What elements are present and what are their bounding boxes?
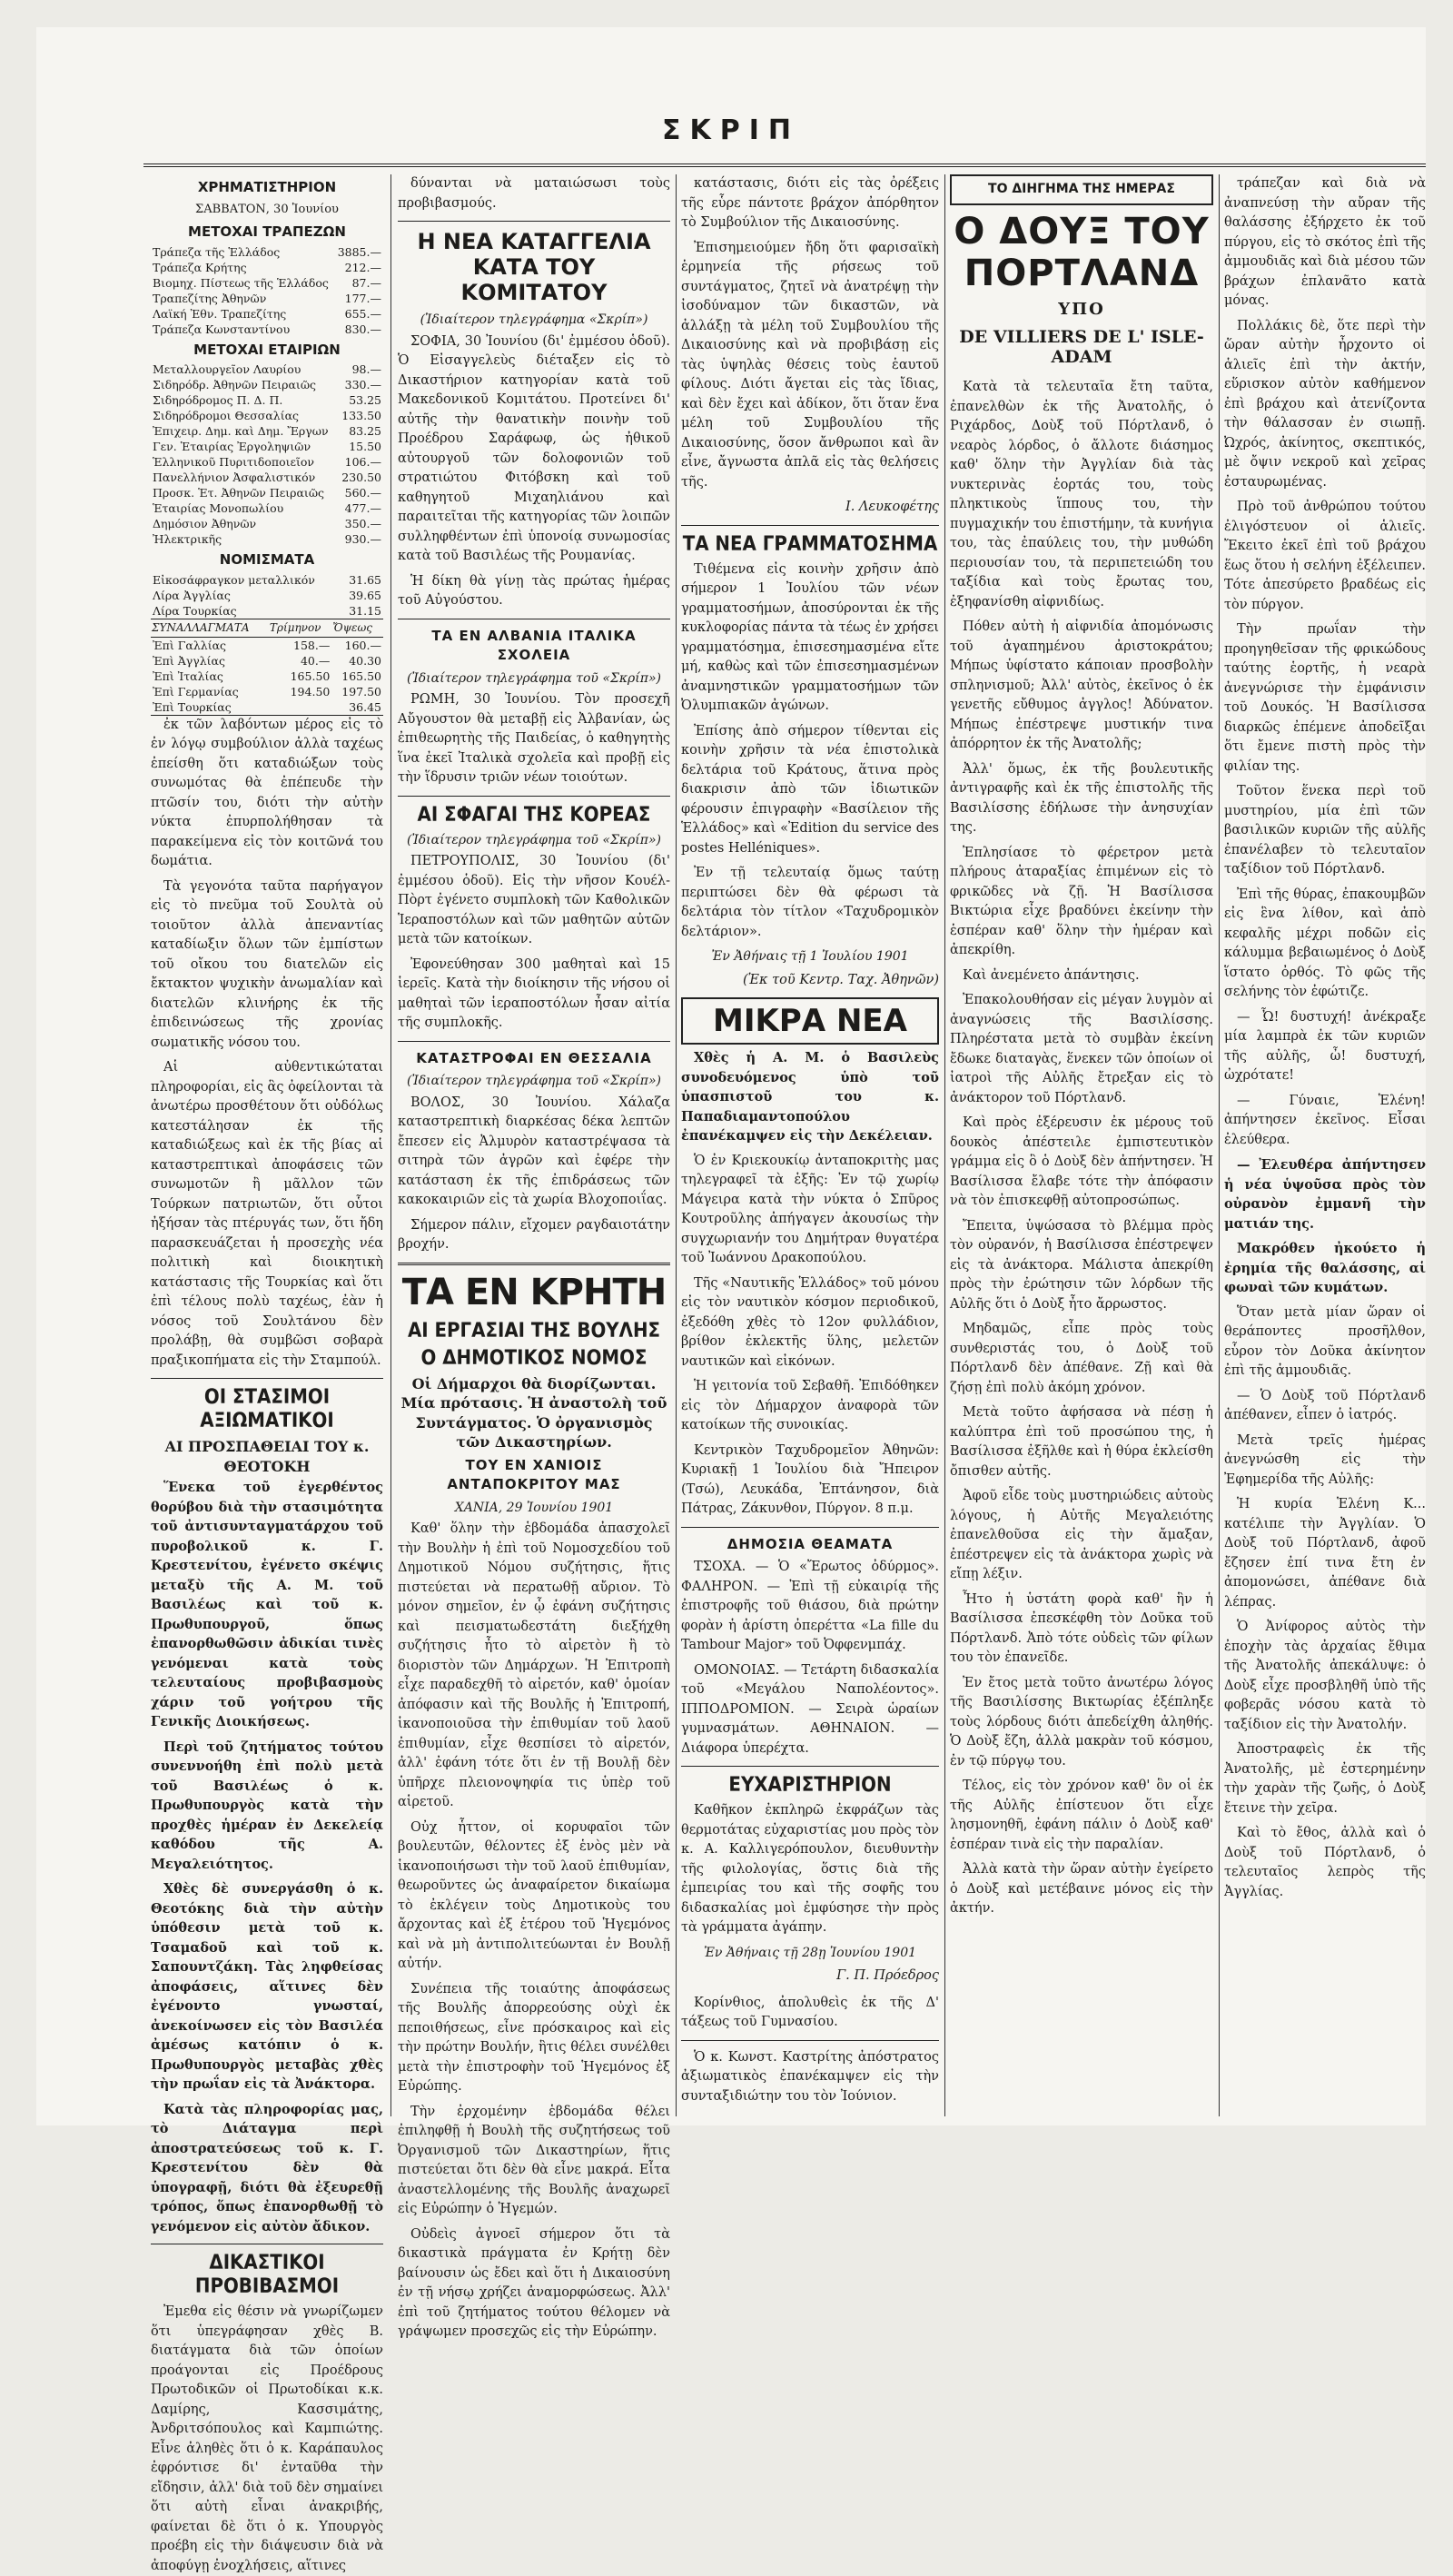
paragraph: Ἐφονεύθησαν 300 μαθηταὶ καὶ 15 ἱερεῖς. Κατὰ τὴν διοίκησιν τῆς νήσου οἱ μαθηταὶ τῶν ἱεραποστόλων ἦσαν αἰτία τῆς συμπλοκῆς. (398, 956, 670, 1030)
companies-title: ΜΕΤΟΧΑΙ ΕΤΑΙΡΙΩΝ (193, 341, 341, 358)
fx-item-value: 197.50 (341, 684, 381, 698)
market-item-value: 477.— (344, 501, 381, 515)
fx-row (151, 669, 383, 684)
market-row (151, 362, 383, 377)
paragraph: Κεντρικὸν Ταχυδρομεῖον Ἀθηνῶν: Κυριακῇ 1 Ἰουλίου διὰ Ἤπειρον (Τσώ), Λευκάδα, Ἐπτάνησον, διὰ Πάτρας, Ζάκυνθον, Πύργον. 8 π.μ. (681, 1442, 939, 1516)
headline: ΜΙΚΡΑ ΝΕΑ (681, 997, 939, 1045)
market-row (151, 322, 383, 337)
fx-item-value: 40.30 (349, 653, 381, 668)
divider (398, 796, 670, 797)
market-title: ΧΡΗΜΑΤΙΣΤΗΡΙΟΝ (197, 179, 337, 195)
market-row (151, 291, 383, 306)
subheadline: ΑΙ ΠΡΟΣΠΑΘΕΙΑΙ ΤΟΥ κ. ΘΕΟΤΟΚΗ (164, 1438, 370, 1475)
market-item-value: 106.— (344, 455, 381, 469)
dateline: (Ἰδιαίτερον τηλεγράφημα τοῦ «Σκρίπ») (407, 832, 661, 847)
paragraph: Μετὰ τρεῖς ἡμέρας ἀνεγνώσθη εἰς τὴν Ἐφημερίδα τῆς Αὐλῆς: (1224, 1432, 1426, 1487)
paragraph: Πρὸ τοῦ ἀνθρώπου τούτου ἐλιγόστευον οἱ ἁλιεῖς. Ἔκειτο ἐκεῖ ἐπὶ τοῦ βράχου ἕως ὅτου ἡ σελήνη ἐξέλειπεν. Τότε ἀπεσύρετο βραδέως εἰς τὸν πύργον. (1224, 500, 1426, 612)
market-row (151, 275, 383, 291)
paragraph: Συνέπεια τῆς τοιαύτης ἀποφάσεως τῆς Βουλῆς ἀπορρεούσης οὐχὶ ἐκ πεποιθήσεως, εἶνε πρόσκαιρος καὶ εἰς τὴν πρώτην Βουλήν, ἣτις θέλει συνέλθει μετὰ τὴν ἐπιστροφὴν τοῦ Ἡγεμόνος ἐξ Εὐρώπης. (398, 1981, 670, 2094)
market-item-name: Τράπεζα Κωνσταντίνου (153, 322, 291, 336)
headline: Ο ΔΗΜΟΤΙΚΟΣ ΝΟΜΟΣ (420, 1346, 647, 1370)
paragraph: Κατὰ τὰ τελευταῖα ἔτη ταῦτα, ἐπανελθὼν ἐκ τῆς Ἀνατολῆς, ὁ Ριχάρδος, Δοὺξ τοῦ Πόρτλανδ, ὁ νεαρὸς λόρδος, ὁ ἄλλοτε διάσημος καθ' ὅλην τὴν Ἀγγλίαν διὰ τὰς νυκτερινὰς ἑορτάς του, τοὺς πληκτικοὺς ἵππους του, τὴν πυγμαχικήν του ἐπιστήμην, τὰ κυνήγια του, τὰς ἐπαύλεις του, τὴν μυθώδη περιουσίαν του, τὰ περιπετειώδη του ταξίδια καὶ τοὺς ἔρωτας του, ἐξηφανίσθη αἰφνιδίως. (950, 380, 1213, 609)
paragraph: Τιθέμενα εἰς κοινὴν χρῆσιν ἀπὸ σήμερον 1 Ἰουλίου τῶν νέων γραμματοσήμων, ἀποσύρονται ἐκ τῆς κυκλοφορίας πάντα τὰ τέως ἐν χρήσει γραμματόσημα, ἐπισεσημασμένα εἴτε μή, καθὼς καὶ τῶν ἐπισεσημασμένων ἀναμνηστικῶν γραμματοσήμων τῶν Ὀλυμπιακῶν ἀγώνων. (681, 561, 939, 713)
market-item-name: Ἑταιρίας Μονοπωλίου (153, 501, 284, 515)
market-row (151, 485, 383, 500)
market-item-value: 15.50 (349, 440, 381, 453)
paragraph: Ἐπισημειούμεν ἤδη ὅτι φαρισαϊκὴ ἑρμηνεία τῆς ρήσεως τοῦ συντάγματος, ζητεῖ νὰ ἀνατρέψῃ τὴν ἰσοδύναμον τῶν δικαστῶν, νὰ ἀλλάξῃ τὰ μέλη τοῦ Συμβουλίου τῆς Δικαιοσύνης καὶ νὰ προβιβάσῃ εἰς τὰς ὑψηλὰς θέσεις τοὺς ἑαυτοῦ φίλους. Διότι ἄγεται εἰς τὰς ἴδιας, καὶ δὲν ἔχει καὶ ἀδίκον, ὅτι ὅταν ἕνα μέλη τοῦ Συμβουλίου τῆς Δικαιοσύνης, ὅσον ἄνθρωποι καὶ ἂν εἶνε, ἄγνωστα ἀπλᾶ εἰς τὰς θελήσεις τῆς. (681, 240, 939, 490)
quote: — Ἐλευθέρα ἀπήντησεν ἡ νέα ὑψοῦσα πρὸς τὸν οὐρανὸν ἐμμανῆ τὴν ματιάν της. (1224, 1157, 1426, 1232)
paragraph: Καὶ πρὸς ἐξέρευσιν ἐκ μέρους τοῦ δουκὸς ἀπέστειλε ἐμπιστευτικὸν γράμμα εἰς ὃ ὁ Δοὺξ δὲν ἀπήντησεν. Ἡ Βασίλισσα ἔλαβε τότε τὴν ἀπόφασιν νὰ τὸν ἐπισκεφθῇ αὐτοπροσώπως. (950, 1115, 1213, 1208)
fx-item-value (269, 699, 331, 716)
paragraph: Ἦτο ἡ ὑστάτη φορὰ καθ' ἣν ἡ Βασίλισσα ἐπεσκέφθη τὸν Δοῦκα τοῦ Πόρτλανδ. Ἀπὸ τότε οὐδεὶς τῶν φίλων του τὸν ἐπανεῖδε. (950, 1591, 1213, 1665)
paragraph: Ἐπακολουθήσαν εἰς μέγαν λυγμὸν αἱ ἀναγνώσεις τῆς Βασιλίσσης. Πληρέστατα μετὰ τὸ συμβὰν ἐκείνη ἔδωκε διαταγὰς, ἕνεκεν τῶν ὁποίων οἱ ἰατροὶ τῆς Αὐλῆς ἔτρεξαν εἰς τὸ ἀνάκτορον τοῦ Πόρτλανδ. (950, 993, 1213, 1105)
divider (681, 525, 939, 526)
market-item-value: 212.— (344, 260, 381, 274)
headline: ΤΑ ΕΝ ΚΡΗΤΗ (401, 1271, 667, 1313)
headline: ΤΑ ΝΕΑ ΓΡΑΜΜΑΤΟΣΗΜΑ (682, 532, 938, 556)
paragraph: Μετὰ τοῦτο ἀφήσασα νὰ πέσῃ ἡ καλύπτρα ἐπὶ τοῦ προσώπου της, ἡ Βασίλισσα ἐξῆλθε καὶ ἡ θύρα ἐκλείσθη ὄπισθεν αὐτῆς. (950, 1405, 1213, 1479)
byline: ΥΠΟ (1058, 299, 1105, 319)
section-kicker: ΤΟ ΔΙΗΓΗΜΑ ΤΗΣ ΗΜΕΡΑΣ (950, 174, 1213, 205)
paragraph: Τὴν ἐρχομένην ἑβδομάδα θέλει ἐπιληφθῇ ἡ Βουλὴ τῆς συζητήσεως τοῦ Ὀργανισμοῦ τῶν Δικαστηρίων, ἥτις πιστεύεται ὅτι δὲν θὰ εἶνε μακρά. Εἶτα ἀναστελλομένης τῆς Βουλῆς ἀναχωρεῖ εἰς Εὐρώπην ὁ Ἡγεμών. (398, 2104, 670, 2216)
fx-row (151, 637, 383, 653)
paragraph: Χθὲς δὲ συνεργάσθη ὁ κ. Θεοτόκης διὰ τὴν αὐτὴν ὑπόθεσιν μετὰ τοῦ κ. Τσαμαδοῦ καὶ τοῦ κ. Σαπουντζάκη. Τὰς ληφθείσας ἀποφάσεις, αἵτινες δὲν ἐγένοντο γνωσταί, ἀνεκοίνωσεν εἰς τὸν Βασιλέα ἀμέσως κατόπιν ὁ κ. Πρωθυπουργὸς μεταβὰς χθὲς τὴν πρωΐαν εἰς τὰ Ἀνάκτορα. (151, 1881, 383, 2092)
paragraph: τράπεζαν καὶ διὰ νὰ ἀναπνεύσῃ τὴν αὔραν τῆς θαλάσσης ἐξήρχετο ἐκ τοῦ πύργου, εἰς τὸ σκότος ἐπὶ τῆς ἀμμουδιᾶς καὶ διὰ μέσου τῶν βράχων ἐπλανᾶτο κατὰ μόνας. (1224, 176, 1426, 308)
market-item-name: Λίρα Τουρκίας (153, 603, 237, 618)
masthead (36, 109, 1426, 163)
paragraph: Ἐμεθα εἰς θέσιν νὰ γνωρίζωμεν ὅτι ὑπεγράφησαν χθὲς Β. διατάγματα διὰ τῶν ὁποίων προάγονται εἰς Προέδρους Πρωτοδικῶν οἱ Πρωτοδίκαι κ.κ. Δαμίρης, Κασσιμάτης, Ἀνδριτσόπουλος καὶ Καμπιώτης. Εἶνε ἀληθὲς ὅτι ὁ κ. Καράπαυλος ἐφρόντισε δι' ἐνταῦθα τὴν εἴδησιν, ἀλλ' διὰ τοῦ δὲν σημαίνει ὅτι αὐτὴ εἶναι ἀνακριβής, φαίνεται δὲ ὅτι ὁ κ. Υπουργὸς προέβη εἰς τὴν διάψευσιν διὰ νὰ ἀποφύγῃ ἐνοχλήσεις, αἵτινες (151, 2304, 383, 2573)
fx-title: ΣΥΝΑΛΛΑΓΜΑΤΑ (151, 619, 269, 637)
fx-item-name: Ἐπὶ Τουρκίας (153, 699, 232, 714)
paragraph: ΣΟΦΙΑ, 30 Ἰουνίου (δι' ἐμμέσου ὁδοῦ). Ὁ Εἰσαγγελεὺς διέταξεν εἰς τὸ Δικαστήριον κατηγορίαν κατὰ τοῦ Μακεδονικοῦ Κομιτάτου. Πρoτείνει δι' αὐτῆς τὴν θανατικὴν ποινὴν τοῦ Προέδρου Σαράφωφ, ὡς ἠθικοῦ αὐτουργοῦ τῶν δολοφονιῶν τοῦ στρατιώτου Φιτόβσκη καὶ τοῦ καθηγητοῦ Μιχαηλιάνου καὶ παραιτεῖται τῆς κατηγορίας τῶν λοιπῶν συλληφθέντων ἐπὶ ὑπονοίᾳ συνωμοσίας κατὰ τοῦ Βασιλέως τῆς Ρουμανίας. (398, 333, 670, 563)
fx-item-value: 165.50 (290, 669, 331, 683)
signature: (Ἐκ τοῦ Κεντρ. Ταχ. Ἀθηνῶν) (743, 972, 939, 987)
market-row (151, 454, 383, 470)
signature: Ι. Λευκοφέτης (845, 500, 939, 514)
paragraph: ΒΟΛΟΣ, 30 Ἰουνίου. Χάλαζα καταστρεπτικὴ διαρκέσας δέκα λεπτῶν ἔπεσεν εἰς Ἀλμυρὸν καταστρέψασα τὰ σιτηρὰ τῶν ἀγρῶν καὶ ἐφέρε τὴν κατάσταση ἐκ τῆς ἐπιδράσεως τῶν κακοκαιριῶν εἰς τὰ χωρία Βλοχοποιΐας. (398, 1095, 670, 1207)
headline: ΔΗΜΟΣΙΑ ΘΕΑΜΑΤΑ (726, 1535, 894, 1552)
market-row (151, 531, 383, 547)
paragraph: Ἀλλὰ κατὰ τὴν ὥραν αὐτὴν ἐγείρετο ὁ Δοὺξ καὶ μετέβαινε μόνος εἰς τὴν ἀκτήν. (950, 1862, 1213, 1916)
market-item-name: Πανελλήνιον Ἀσφαλιστικόν (153, 471, 316, 484)
paragraph: Τῆς «Ναυτικῆς Ἑλλάδος» τοῦ μόνου εἰς τὸν ναυτικὸν κόσμον περιοδικοῦ, ἐξεδόθη χθὲς τὸ 12ον φυλλάδιον, βρίθον ἐκλεκτῆς ὕλης, μελετῶν ναυτικῶν καὶ εἰκόνων. (681, 1275, 939, 1369)
headline: Η ΝΕΑ ΚΑΤΑΓΓΕΛΙΑ ΚΑΤΑ ΤΟΥ ΚΟΜΙΤΑΤΟΥ (417, 229, 651, 305)
market-row (151, 392, 383, 408)
divider (681, 1766, 939, 1767)
fx-table (151, 619, 383, 716)
fx-item-name: Ἐπὶ Γερμανίας (153, 684, 239, 698)
market-item-name: Γεν. Ἑταιρίας Ἐργοληψιῶν (153, 440, 311, 453)
dateline: (Ἰδιαίτερον τηλεγράφημα «Σκρίπ») (420, 312, 648, 327)
market-row (151, 572, 383, 588)
coins-title: ΝΟΜΙΣΜΑΤΑ (219, 551, 315, 568)
market-item-value: 98.— (351, 362, 381, 376)
paragraph: Ὁ ἐν Κριεκουκίῳ ἀνταποκριτὴς μας τηλεγραφεῖ τὰ ἑξῆς: Ἐν τῷ χωρίῳ Μάγειρα κατὰ τὴν νύκτα ὁ Σπῦρος Κουτροῦλης ἀπήγαγεν ἀκουσίως τὴν συγχωριανήν του Δημήτραν θυγατέρα τοῦ Ἰωάννου Δρακοπούλου. (681, 1153, 939, 1265)
quote: — Ὦ! δυστυχή! ἀνέκραξε μία λαμπρὰ ἐκ τῶν κυριῶν τῆς αὐλῆς, ὦ! δυστυχή, ὠχρότατε! (1224, 1009, 1426, 1083)
market-item-name: Ἠλεκτρικῆς (153, 532, 222, 546)
divider (681, 1527, 939, 1528)
subheadline: Οἱ Δήμαρχοι θὰ διορίζωνται. Μία πρότασις. Ἡ ἀναστολὴ τοῦ Συντάγματος. Ὁ ὀργανισμὸς τῶν Δικαστηρίων. (400, 1374, 667, 1451)
market-row (151, 408, 383, 423)
fx-item-name: Ἐπὶ Γαλλίας (153, 638, 227, 652)
column-rule (390, 174, 391, 2116)
paragraph: Τὴν πρωΐαν τὴν προηγηθεῖσαν τῆς φρικώδους ταύτης ἑορτῆς, ἡ νεαρὰ ἀνεγνώρισε τὴν ἐμφάνισιν τοῦ Δουκός. Ἡ Βασίλισσα διαρκῶς ἐπέμενε ἀποδεῖξαι ὅτι ἔμενε πιστὴ πρὸς τὴν φιλίαν της. (1224, 622, 1426, 774)
paragraph: Ὅταν μετὰ μίαν ὥραν οἱ θεράποντες προσῆλθον, εὗρον τὸν Δοῦκα ἀκίνητον ἐπὶ τῆς ἀμμουδιᾶς. (1224, 1304, 1426, 1378)
market-item-name: Προσκ. Ἑτ. Ἀθηνῶν Πειραιῶς (153, 486, 325, 500)
divider (681, 2040, 939, 2041)
fx-item-value: 40.— (300, 653, 331, 668)
market-item-name: Σιδηρόδρομος Π. Δ. Π. (153, 393, 283, 407)
paragraph: Ἡ κυρία Ἑλένη Κ... κατέλιπε τὴν Ἀγγλίαν. Ὁ Δοὺξ τοῦ Πόρτλανδ, ἀφοῦ ἔζησεν ἐπί τινα ἔτη ἐν ἀπομονώσει, ἀπέθανε διὰ λέπρας. (1224, 1497, 1426, 1610)
paragraph: Μηδαμῶς, εἶπε πρὸς τοὺς συνθεριστάς του, ὁ Δοὺξ τοῦ Πόρτλανδ δὲν ἀπέθανε. Ζῇ καὶ θὰ ζήσῃ ἐπὶ πολὺ ἀκόμη χρόνον. (950, 1322, 1213, 1395)
divider (398, 1041, 670, 1042)
fx-item-value: 158.— (293, 638, 331, 652)
divider (151, 1378, 383, 1379)
paragraph: Ὁ κ. Κωνστ. Καστρίτης ἀπόστρατος ἀξιωματικὸς ἐπανέκαμψεν εἰς τὴν συνταξιδιώτην του τὸν Ἰούνιον. (681, 2049, 939, 2104)
market-item-value: 560.— (344, 486, 381, 500)
paragraph: Αἱ αὐθεντικώταται πληροφορίαι, εἰς ἃς ὀφείλονται τὰ ἀνωτέρω προσθέτουν ὅτι οὐδόλως κατεστάλησαν ἐκ τῆς καταδιώξεως καὶ ἐκ τῆς βίας αἱ καταστρεπτικαὶ ἀποφάσεις τῶν συνωμοτῶν ἢ μᾶλλον τῶν Τούρκων πατριωτῶν, ὅτι οὗτοι ἠξήσαν τὰς πτέρυγάς των, ὅτι ἤδη παρασκευάζεται ἡ προσεχὴς νέα πολιτικὴ καὶ διοικητικὴ κατάστασις τῆς Τουρκίας καὶ ὅτι ἐπὶ τέλους πολὺ ταχέως, ἐὰν ἡ νόσος τοῦ Σουλτάνου δὲν προλάβῃ, θὰ συμβῶσι σοβαρὰ πραξικοπήματα εἰς τὴν Σταμπούλ. (151, 1060, 383, 1368)
paragraph: ΤΣΟΧΑ. — Ὁ «Ἔρωτος ὀδύρμος». ΦΑΛΗΡΟΝ. — Ἐπὶ τῇ εὐκαιρίᾳ τῆς ἐπιστροφῆς τοῦ θιάσου, διὰ πρώτην φορὰν ἡ ἀρίστη ὀπερέττα «La fille du Tambour Major» τοῦ Ὀφφενμπάχ. (681, 1560, 939, 1652)
market-row (151, 423, 383, 439)
column-4 (950, 174, 1213, 2116)
story-title: Ο ΔΟΥΞ ΤΟΥ ΠΟΡΤΛΑΝΔ (954, 210, 1210, 294)
column-rule (1219, 174, 1220, 2116)
headline: ΔΙΚΑΣΤΙΚΟΙ ΠΡΟΒΙΒΑΣΜΟΙ (194, 2252, 340, 2298)
paragraph: Ἡ γειτονία τοῦ Σεβαθῆ. Ἐπιδόθηκεν εἰς τὸν Δήμαρχον ἀναφορὰ τῶν κατοίκων τῆς συνοικίας. (681, 1379, 939, 1432)
market-item-value: 830.— (344, 322, 381, 336)
market-item-name: Βιομηχ. Πίστεως τῆς Ἑλλάδος (153, 275, 329, 290)
banks-table (151, 244, 383, 337)
market-item-name: Δημόσιον Ἀθηνῶν (153, 517, 257, 530)
market-item-value: 83.25 (349, 424, 381, 438)
fx-row (151, 699, 383, 716)
market-row (151, 588, 383, 603)
fx-item-name: Ἐπὶ Ἀγγλίας (153, 653, 225, 668)
headline: ΟΙ ΣΤΑΣΙΜΟΙ ΑΞΙΩΜΑΤΙΚΟΙ (200, 1386, 334, 1432)
market-row (151, 603, 383, 619)
paragraph: Ἐπίσης ἀπὸ σήμερον τίθενται εἰς κοινὴν χρῆσιν τὰ νέα ἐπιστολικὰ δελτάρια τοῦ Κράτους, ἅτινα πρὸς διακρισιν ἀπὸ τῶν ἰδιωτικῶν φέρουσιν ἐπιγραφὴν «Βασίλειον τῆς Ἑλλάδος» καὶ «Ἐdition du service des postes Helléniques». (681, 723, 939, 856)
paragraph: Κατὰ τὰς πληροφορίας μας, τὸ Διάταγμα περὶ ἀποστρατεύσεως τοῦ κ. Γ. Κρεστενίτου δὲν θὰ ὑπογραφῇ, διότι θὰ ἐξευρεθῇ τρόπος, ὅπως ἐπανορθωθῇ τὸ γενόμενον εἰς αὐτὸν ἄδικον. (151, 2101, 383, 2234)
fx-header: Τρίμηνον (269, 619, 331, 637)
paragraph: Ἐν τῇ τελευταίᾳ ὅμως ταύτῃ περιπτώσει δὲν θὰ φέρωσι τὰ δελτάρια τὸν τίτλον «Ταχυδρομικὸν δελτάριον». (681, 866, 939, 939)
market-row (151, 470, 383, 485)
market-item-value: 177.— (344, 291, 381, 305)
market-item-value: 3885.— (337, 244, 381, 259)
paragraph: Ἡ δίκη θὰ γίνῃ τὰς πρώτας ἡμέρας τοῦ Αὐγούστου. (398, 573, 670, 608)
market-date: ΣΑΒΒΑΤΟΝ, 30 Ἰουνίου (195, 202, 339, 216)
banks-title: ΜΕΤΟΧΑΙ ΤΡΑΠΕΖΩΝ (188, 223, 346, 240)
paragraph: Ἀλλ' ὅμως, ἐκ τῆς βουλευτικῆς ἀντιγραφῆς καὶ ἐκ τῆς ἐπιστολῆς τῆς Βασιλίσσης ἐδήλωσε τὴν ἀνησυχίαν της. (950, 761, 1213, 835)
market-row (151, 439, 383, 454)
market-item-value: 133.50 (341, 409, 381, 422)
market-row (151, 516, 383, 531)
dateline: (Ἰδιαίτερον τηλεγράφημα τοῦ «Σκρίπ») (407, 670, 661, 686)
market-row (151, 377, 383, 392)
author-name: DE VILLIERS DE L' ISLE-ADAM (959, 327, 1204, 367)
headline: ΕΥΧΑΡΙΣΤΗΡΙΟΝ (728, 1774, 892, 1797)
newspaper-title: ΣΚΡΙΠ (662, 114, 800, 146)
column-2 (398, 174, 670, 2339)
coins-table (151, 572, 383, 619)
headline: ΤΑ ΕΝ ΑΛΒΑΝΙΑ ΙΤΑΛΙΚΑ ΣΧΟΛΕΙΑ (431, 627, 637, 663)
market-item-name: Τραπεζίτης Ἀθηνῶν (153, 291, 267, 305)
divider (398, 1263, 670, 1265)
market-item-name: Λίρα Ἀγγλίας (153, 588, 231, 602)
market-row (151, 500, 383, 516)
market-item-value: 655.— (344, 306, 381, 321)
market-item-name: Λαϊκή Ἐθν. Τραπεζίτης (153, 306, 287, 321)
dateline: Ἐν Ἀθήναις τῇ 1 Ἰουλίου 1901 (711, 949, 909, 964)
dateline: Ἐν Ἀθήναις τῇ 28ῃ Ἰουνίου 1901 (703, 1945, 917, 1960)
paragraph: Ἐπλησίασε τὸ φέρετρον μετὰ πλήρους ἀταραξίας ἐπιμένων εἰς τὸ φρικῶδες νὰ ζῇ. Ἡ Βασίλισσα Βικτώρια εἶχε βραδύνει ἐκείνην τὴν ἑσπέραν καθ' ὅλην τὴν ἡμέραν καὶ ἀπεκρίθη. (950, 845, 1213, 957)
paragraph: Τὰ γεγονότα ταῦτα παρήγαγον εἰς τὸ πνεῦμα τοῦ Σουλτὰ οὐ τοιοῦτον ἀλλὰ ἀπεναντίας καταδίωξιν ὅλων τῶν ἐμπίστων τοῦ οἴκου του διατελῶν εἰς ἔκτακτον ψυχικὴν ἀνωμαλίαν καὶ διατελῶν κλινήρης ἐκ τῆς ἐπιδεινώσεως τῆς χρονίας σωματικῆς νόσου του. (151, 878, 383, 1050)
market-item-value: 87.— (351, 275, 381, 290)
market-item-name: Ἐπιχειρ. Δημ. καὶ Δημ. Ἔργων (153, 424, 329, 438)
market-row (151, 244, 383, 260)
paragraph: Ἀφοῦ εἶδε τοὺς μυστηριώδεις αὐτοὺς λόγους, ἡ Αὐτῆς Μεγαλειότης ἐπανελθοῦσα εἰς τὴν ἄμαξαν, ἐπέστρεψεν εἰς τὰ ἀνάκτορα χωρὶς νὰ εἴπῃ λέξιν. (950, 1489, 1213, 1581)
market-item-value: 53.25 (349, 393, 381, 407)
paragraph: κατάστασις, διότι εἰς τὰς ὀρέξεις τῆς εὗρε πάντοτε βράχον ἀπόρθητον τὸ Συμβούλιον τῆς Δικαιοσύνης. (681, 176, 939, 230)
paragraph: Πολλάκις δὲ, ὅτε περὶ τὴν ὥραν αὐτὴν ἦρχοντο οἱ ἁλιεῖς ἐπὶ τὴν ἀκτήν, εὕρισκον αὐτὸν καθήμενον ἐπὶ βράχου καὶ ἀτενίζοντα τὴν θάλασσαν ἐν σιωπῇ. Ὠχρός, ἀκίνητος, σκεπτικός, μὲ ὄψιν νεκροῦ καὶ χεῖρας ἐσταυρωμένας. (1224, 318, 1426, 490)
paragraph: Σήμερον πάλιν, εἴχομεν ραγδαιοτάτην βροχήν. (398, 1217, 670, 1252)
paragraph: Τοῦτον ἕνεκα περὶ τοῦ μυστηρίου, μία ἐπὶ τῶν βασιλικῶν κυριῶν τῆς αὐλῆς ἐπανέλαβεν τὸ τελευταῖον ταξίδιον τοῦ Πόρτλανδ. (1224, 784, 1426, 877)
paragraph: Οὐδεὶς ἀγνοεῖ σήμερον ὅτι τὰ δικαστικὰ πράγματα ἐν Κρήτῃ δὲν βαίνουσιν ὡς ἔδει καὶ ὅτι ἡ Δικαιοσύνη ἐν τῇ νήσῳ χρήζει ἀναμορφώσεως. Ἀλλ' ἐπὶ τοῦ ζητήματος τούτου θέλομεν νὰ γράψωμεν προσεχῶς εἰς τὴν Εὐρώπην. (398, 2226, 670, 2339)
market-item-value: 31.65 (349, 572, 381, 587)
paragraph: Καὶ τὸ ἔθος, ἀλλὰ καὶ ὁ Δοὺξ τοῦ Πόρτλανδ, ὁ τελευταῖος λεπρὸς τῆς Ἀγγλίας. (1224, 1826, 1426, 1899)
market-item-name: Σιδηρόδρομοι Θεσσαλίας (153, 409, 300, 422)
dateline: (Ἰδιαίτερον τηλεγράφημα τοῦ «Σκρίπ») (407, 1074, 661, 1088)
signature: Γ. Π. Πρόεδρος (836, 1968, 939, 1983)
paragraph: Μακρόθεν ἠκούετο ἡ ἐρημία τῆς θαλάσσης, αἱ φωναὶ τῶν κυμάτων. (1224, 1241, 1426, 1295)
divider (398, 221, 670, 222)
column-rule (676, 174, 677, 2116)
column-5 (1224, 174, 1426, 2116)
market-item-name: Τράπεζα τῆς Ἑλλάδος (153, 244, 281, 259)
paragraph: Κορίνθιος, ἀπολυθεὶς ἐκ τῆς Δ' τάξεως τοῦ Γυμνασίου. (681, 1995, 939, 2029)
market-item-name: Τράπεζα Κρήτης (153, 260, 247, 274)
market-item-name: Μεταλλουργεῖον Λαυρίου (153, 362, 301, 376)
market-item-value: 39.65 (349, 588, 381, 602)
paragraph: δύνανται νὰ ματαιώσωσι τοὺς προβιβασμούς. (398, 176, 670, 211)
market-row (151, 260, 383, 275)
paragraph: Ἀποστραφεὶς ἐκ τῆς Ἀνατολῆς, μὲ ἐστερημένην τὴν χαρὰν τῆς ζωῆς, ὁ Δοὺξ ἔτεινε τὴν χεῖρα. (1224, 1742, 1426, 1816)
fx-item-value: 194.50 (290, 684, 331, 698)
quote: — Γύναιε, Ἑλένη! ἀπήντησεν ἐκεῖνος. Εἶσαι ἐλεύθερα. (1224, 1093, 1426, 1147)
market-item-value: 930.— (344, 532, 381, 546)
paragraph: Χθὲς ἡ Α. Μ. ὁ Βασιλεὺς συνοδευόμενος ὑπὸ τοῦ ὑπασπιστοῦ του κ. Παπαδιαμαντοπούλου ἐπανέκαμψεν εἰς τὴν Δεκέλειαν. (681, 1050, 939, 1144)
fx-row (151, 653, 383, 669)
paragraph: ἐκ τῶν λαβόντων μέρος εἰς τὸ ἐν λόγῳ συμβούλιον ἀλλὰ ταχέως ἐπείσθη ὅτι καταδιώξων τοὺς συνωμότας θὰ ἐπέπευδε τὴν πτῶσίν του, διότι τὴν αὐτὴν νύκτα ἐπυρπολήθησαν τὰ παρακείμενα εἰς τὸν κοιτῶνά του δωμάτια. (151, 717, 383, 868)
paragraph: Ἔπειτα, ὑψώσασα τὸ βλέμμα πρὸς τὸν οὐρανόν, ἡ Βασίλισσα ἐπέστρεψεν εἰς τὰ ἀνάκτορα. Μάλιστα ἀπεκρίθη πρὸς τὴν ἐρώτησιν τῶν λόρδων τῆς Αὐλῆς ὅτι ὁ Δοὺξ ἦτο ἄρρωστος. (950, 1218, 1213, 1312)
market-item-value: 330.— (344, 378, 381, 391)
paragraph: Ὁ Ἀνίφορος αὐτὸς τὴν ἐποχὴν τὰς ἀρχαίας ἔθιμα τῆς Ἀνατολῆς ἀπεκάλυψε: ὁ Δοὺξ εἶχε προσβληθῆ ὑπὸ τῆς φοβερᾶς νόσου κατὰ τὸ ταξίδιον εἰς τὴν Ἀνατολήν. (1224, 1620, 1426, 1732)
fx-item-value: 160.— (344, 638, 381, 652)
headline: ΚΑΤΑΣΤΡΟΦΑΙ ΕΝ ΘΕΣΣΑΛΙΑ (416, 1049, 652, 1066)
headline: ΑΙ ΣΦΑΓΑΙ ΤΗΣ ΚΟΡΕΑΣ (417, 803, 651, 827)
headline: ΑΙ ΕΡΓΑΣΙΑΙ ΤΗΣ ΒΟΥΛΗΣ (407, 1319, 661, 1342)
fx-item-name: Ἐπὶ Ἰταλίας (153, 669, 223, 683)
market-item-value: 350.— (344, 517, 381, 530)
paragraph: ΠΕΤΡΟΥΠΟΛΙΣ, 30 Ἰουνίου (δι' ἐμμέσου ὁδοῦ). Εἰς τὴν νῆσον Κουέλ-Πὸρτ ἐγένετο συμπλοκὴ τῶν Καθολικῶν Ἱεραποστόλων καὶ τῶν μαθητῶν αὐτῶν μετὰ τῶν κατοίκων. (398, 854, 670, 946)
paragraph: Καθ' ὅλην τὴν ἑβδομάδα ἀπασχολεῖ τὴν Βουλὴν ἡ ἐπὶ τοῦ Νομοσχεδίου τοῦ Δημοτικοῦ Νόμου συζήτησις, ἥτις πιστεύεται νὰ περατωθῇ αὔριον. Τὸ μόνον σημεῖον, ἐν ᾧ ἐφάνη συζήτησις καὶ πεισματωδεστάτη διεξήχθη συζήτησις ἦτο τὸ αἱρετὸν ἢ τὸ διοριστὸν τῶν Δημάρχων. Ἡ Ἐπιτροπὴ εἶχε παραδεχθῆ τὸ αἱρετόν, καθ' ὁμοίαν ἀπόφασιν καὶ τῆς Βουλῆς ἡ Ἐπιτροπή, ἱκανοποιοῦσα τὴν ἐπιθυμίαν τοῦ λαοῦ ἐπιθυμίαν, εἶχε θεσπίσει τὸ αἱρετόν, ἀλλ' ἐφάνη τότε ὅτι ἐν τῇ Βουλῇ δὲν ὑπῆρχε πλειονοψηφία τις ὑπὲρ τοῦ αἱρετοῦ. (398, 1521, 670, 1809)
paragraph: Καθῆκον ἐκπληρῶ ἐκφράζων τὰς θερμοτάτας εὐχαριστίας μου πρὸς τὸν κ. Α. Καλλιγερόπουλον, διευθυντὴν τῆς φιλολογίας, ὅστις διὰ τῆς ἐμπειρίας του καὶ τῆς σοφῆς του διδασκαλίας μοὶ ἐμφύσησε τὴν πρὸς τὰ γράμματα ἀγάπην. (681, 1803, 939, 1935)
market-row (151, 306, 383, 322)
paragraph: Περὶ τοῦ ζητήματος τούτου συνεννοήθη ἐπὶ πολὺ μετὰ τοῦ Βασιλέως ὁ κ. Πρωθυπουργὸς κατὰ τὴν προχθὲς ἡμέραν ἐν Δεκελείᾳ καθόδου τῆς Α. Μεγαλειότητος. (151, 1739, 383, 1872)
paragraph: Ἕνεκα τοῦ ἐγερθέντος θορύβου διὰ τὴν στασιμότητα τοῦ ἀντισυνταγματάρχου τοῦ πυροβολικοῦ κ. Γ. Κρεστενίτου, ἐγένετο σκέψις μεταξὺ τῆς Α. Μ. τοῦ Βασιλέως καὶ τοῦ κ. Πρωθυπουργοῦ, ὅπως ἐπανορθωθῶσιν ἀδικίαι τινὲς γενόμεναι κατὰ τοὺς τελευταίους προβιβασμοὺς χάριν τοῦ γοήτρου τῆς Γενικῆς Διοικήσεως. (151, 1480, 383, 1729)
fx-row (151, 684, 383, 699)
paragraph: Οὐχ ἧττον, οἱ κορυφαῖοι τῶν βουλευτῶν, θέλοντες ἐξ ἑνὸς μὲν νὰ ἱκανοποιήσωσι τὴν τοῦ λαοῦ ἐπιθυμίαν, θεωροῦντες ὡς ἀναφαίρετον δικαίωμα τὸ ἐκλέγειν τοὺς Δημοτικοὺς του ἄρχοντας καὶ ἐξ ἑτέρου τοῦ Ἡγεμόνος καὶ νὰ μὴ ἀντιπολιτεύωνται ἐν Βουλῇ αὐτήν. (398, 1819, 670, 1971)
fx-header: Ὄψεως (331, 619, 383, 637)
paragraph: ΟΜΟΝΟΙΑΣ. — Τετάρτη διδασκαλία τοῦ «Μεγάλου Ναπολέοντος». ΙΠΠΟΔΡΟΜΙΟΝ. — Σειρὰ ὡραίων γυμνασμάτων. ΑΘΗΝΑΙΟΝ. — Διάφορα ὑπερέχτα. (681, 1662, 939, 1756)
fx-item-value: 36.45 (349, 699, 381, 714)
newspaper-page (36, 27, 1426, 2573)
column-rule (944, 174, 945, 2116)
companies-table (151, 362, 383, 547)
paragraph: Τέλος, εἰς τὸν χρόνον καθ' ὃν οἱ ἐκ τῆς Αὐλῆς ἐπίστευον ὅτι εἶχε λησμονηθῆ, ἐφάνη πάλιν ὁ Δοὺξ καθ' ἑσπέραν τινὰ εἰς τὴν παραλίαν. (950, 1778, 1213, 1852)
dateline: ΧΑΝΙΑ, 29 Ἰουνίου 1901 (454, 1500, 614, 1515)
fx-item-value: 165.50 (341, 669, 381, 683)
market-item-name: Ἑλληνικοῦ Πυριτιδοποιεῖον (153, 455, 315, 469)
paragraph: Πόθεν αὐτὴ ἡ αἰφνιδία ἀπομόνωσις τοῦ ἀγαπημένου ἀριστοκράτου; Μήπως ὑφίστατο κάποιαν προσβολὴν σπληνισμοῦ; Ἀλλ' αὐτὸς, ἐκεῖνος ὁ ἐκ γενετῆς εὔθυμος ἀγγλος! Ἀδύνατον. Μήπως ἐπέστρεψε μυστικήν τινα ἀπόρρητον ἐκ τῆς Ἀνατολῆς; (950, 619, 1213, 751)
market-item-value: 31.15 (349, 603, 381, 618)
column-3 (681, 174, 939, 2116)
paragraph: Καὶ ἀνεμένετο ἀπάντησις. (963, 967, 1140, 983)
correspondent-line: ΤΟΥ ΕΝ ΧΑΝΙΟΙΣ ΑΝΤΑΠΟΚΡΙΤΟΥ ΜΑΣ (447, 1456, 621, 1492)
paragraph: — Ὁ Δοὺξ τοῦ Πόρτλανδ ἀπέθανεν, εἶπεν ὁ ἰατρός. (1224, 1388, 1426, 1422)
column-1 (151, 174, 383, 2573)
market-item-name: Εἰκοσάφραγκον μεταλλικόν (153, 572, 315, 587)
market-item-value: 230.50 (341, 471, 381, 484)
market-item-name: Σιδηρόδρ. Ἀθηνῶν Πειραιῶς (153, 378, 317, 391)
masthead-rule (143, 163, 1426, 167)
paragraph: Ἐπὶ τῆς θύρας, ἐπακουμβῶν εἰς ἓνα λίθον, καὶ ἀπὸ κεφαλῆς μέχρι ποδῶν εἰς κάλυμμα βεβαιωμένος ὁ Δοὺξ ἵστατο ὀρθός. Τὸ φῶς τῆς σελήνης τὸν ἐφώτιζε. (1224, 887, 1426, 999)
paragraph: ΡΩΜΗ, 30 Ἰουνίου. Τὸν προσεχῆ Αὔγουστον θὰ μεταβῇ εἰς Ἀλβανίαν, ὡς ἐπιθεωρητὴς τῆς Παιδείας, ὁ καθηγητὴς ἵνα ἐκεῖ Ἰταλικὰ σχολεῖα καὶ προβῇ εἰς τὴν ἵδρυσιν τριῶν νέων τοιούτων. (398, 692, 670, 785)
paragraph: Ἐν ἔτος μετὰ τοῦτο ἀνωτέρω λόγος τῆς Βασιλίσσης Βικτωρίας ἐξέπληξε τοὺς λόρδους διότι ἀπεδείχθη ἀληθής. Ὁ Δοὺξ ἔζη, ἀλλὰ μακρὰν τοῦ κόσμου, ἐν τῷ πύργῳ του. (950, 1675, 1213, 1769)
